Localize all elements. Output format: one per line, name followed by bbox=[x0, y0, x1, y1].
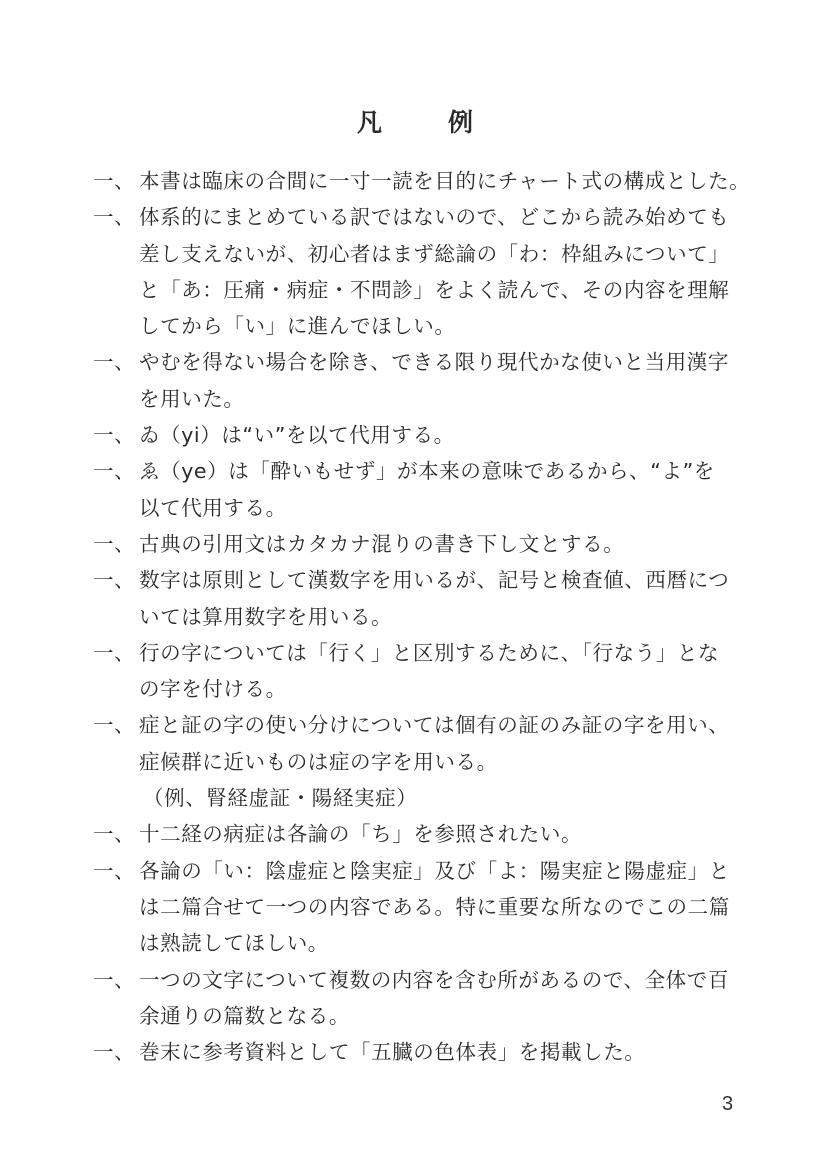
list-item bbox=[93, 816, 743, 852]
list-item bbox=[93, 1034, 743, 1070]
list-item-first-line bbox=[93, 707, 743, 743]
bullet-marker: 一、 bbox=[93, 1040, 136, 1065]
title-char-1: 凡 bbox=[356, 108, 382, 137]
list-item bbox=[93, 417, 743, 453]
list-item-first-line bbox=[93, 163, 751, 199]
list-item bbox=[93, 853, 743, 962]
list-item-text: 巻末に参考資料として「五臓の色体表」を掲載した。 bbox=[139, 1040, 646, 1065]
list-item bbox=[93, 635, 743, 708]
list-item bbox=[93, 453, 743, 526]
bullet-marker: 一、 bbox=[93, 822, 136, 847]
list-item-continuation: の字を付ける。 bbox=[139, 677, 287, 702]
bullet-marker: 一、 bbox=[93, 640, 136, 665]
list-item-text: ゑ（ye）は「酔いもせず」が本来の意味であるから、“よ”を bbox=[139, 459, 715, 484]
list-item bbox=[93, 962, 743, 1035]
list-item-text: 本書は臨床の合間に一寸一読を目的にチャート式の構成とした。 bbox=[139, 169, 751, 193]
list-item-text: 体系的にまとめている訳ではないので、どこから読み始めても bbox=[139, 205, 730, 230]
list-item bbox=[93, 707, 743, 816]
list-item-text: 一つの文字について複数の内容を含む所があるので、全体で百 bbox=[139, 967, 729, 992]
bullet-marker: 一、 bbox=[93, 568, 136, 593]
list-item-text: 数字は原則として漢数字を用いるが、記号と検査値、西暦につ bbox=[139, 568, 730, 593]
bullet-marker: 一、 bbox=[93, 459, 136, 484]
list-item bbox=[93, 344, 743, 417]
page-title bbox=[0, 103, 830, 139]
bullet-marker: 一、 bbox=[93, 531, 136, 556]
list-item-first-line bbox=[93, 344, 743, 380]
list-item-first-line bbox=[93, 635, 743, 671]
list-item bbox=[93, 163, 751, 199]
list-item-continuation: いては算用数字を用いる。 bbox=[139, 604, 393, 629]
list-item-first-line bbox=[93, 962, 743, 998]
list-item-text: 各論の「い：陰虚症と陰実症」及び「よ：陽実症と陽虚症」と bbox=[139, 858, 730, 883]
list-item-text: やむを得ない場合を除き、できる限り現代かな使いと当用漢字 bbox=[139, 350, 729, 375]
list-item-text: 古典の引用文はカタカナ混りの書き下し文とする。 bbox=[139, 531, 625, 556]
list-item-continuation: は熟読してほしい。 bbox=[139, 931, 329, 956]
notes-list bbox=[93, 163, 751, 1070]
list-item-continuation: を用いた。 bbox=[139, 386, 245, 411]
list-item-example-note: （例、腎経虚証・陽経実症） bbox=[143, 786, 418, 811]
list-item-first-line bbox=[93, 562, 743, 598]
list-item-continuation: 差し支えないが、初心者はまず総論の「わ：枠組みについて」 bbox=[139, 241, 730, 266]
bullet-marker: 一、 bbox=[93, 858, 136, 883]
list-item-first-line bbox=[93, 199, 743, 235]
list-item-first-line bbox=[93, 417, 743, 453]
page-number: 3 bbox=[722, 1093, 734, 1115]
list-item-first-line bbox=[93, 1034, 743, 1070]
bullet-marker: 一、 bbox=[93, 967, 136, 992]
list-item-continuation: 以て代用する。 bbox=[139, 495, 287, 520]
list-item-first-line bbox=[93, 453, 743, 489]
list-item-continuation: 余通りの篇数となる。 bbox=[139, 1003, 350, 1028]
list-item-text: 行の字については「行く」と区別するために、「行なう」とな bbox=[139, 640, 720, 665]
list-item bbox=[93, 199, 743, 344]
list-item-first-line bbox=[93, 526, 743, 562]
list-item-continuation: は二篇合せて一つの内容である。特に重要な所なのでこの二篇 bbox=[139, 894, 730, 919]
bullet-marker: 一、 bbox=[93, 350, 136, 375]
list-item-continuation: と「あ：圧痛・病症・不問診」をよく読んで、その内容を理解 bbox=[139, 277, 730, 302]
list-item-text: 十二経の病症は各論の「ち」を参照されたい。 bbox=[139, 822, 583, 847]
bullet-marker: 一、 bbox=[93, 423, 136, 448]
list-item-text: ゐ（yi）は“い”を以て代用する。 bbox=[139, 423, 455, 448]
list-item-first-line bbox=[93, 816, 743, 852]
list-item bbox=[93, 562, 743, 635]
bullet-marker: 一、 bbox=[93, 713, 136, 738]
list-item-first-line bbox=[93, 853, 743, 889]
bullet-marker: 一、 bbox=[93, 169, 136, 193]
list-item-text: 症と証の字の使い分けについては個有の証のみ証の字を用い、 bbox=[139, 713, 730, 738]
list-item bbox=[93, 526, 743, 562]
title-char-2: 例 bbox=[448, 108, 474, 137]
list-item-continuation: してから「い」に進んでほしい。 bbox=[139, 314, 456, 339]
bullet-marker: 一、 bbox=[93, 205, 136, 230]
list-item-continuation: 症候群に近いものは症の字を用いる。 bbox=[139, 749, 498, 774]
